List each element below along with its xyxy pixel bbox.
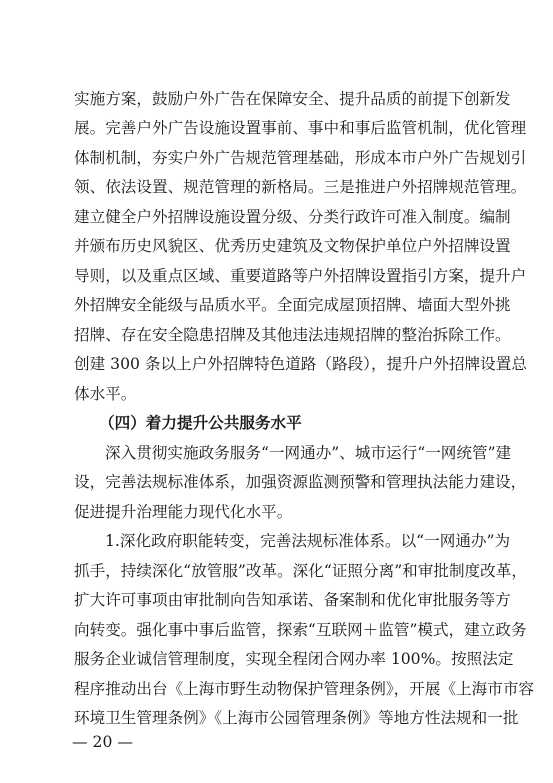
body-text-line: 建立健全户外招牌设施设置分级、分类行政许可准入制度。编制 xyxy=(74,208,511,226)
body-text-line: 体制机制，夯实户外广告规范管理基础，形成本市户外广告规划引 xyxy=(74,149,527,167)
body-text-line: 并颁布历史风貌区、优秀历史建筑及文物保护单位户外招牌设置 xyxy=(74,237,511,255)
body-text-line: 体水平。 xyxy=(74,385,137,403)
body-text-line: 创建 300 条以上户外招牌特色道路（路段），提升户外招牌设置总 xyxy=(74,355,527,373)
body-text-line: 服务企业诚信管理制度，实现全程闭合网办率 100%。按照法定 xyxy=(74,650,514,668)
body-text-line: 抓手，持续深化“放管服”改革。深化“证照分离”和审批制度改革， xyxy=(74,562,527,580)
page-number: — 20 — xyxy=(72,733,133,751)
body-text-line: 深入贯彻实施政务服务“一网通办”、城市运行“一网统管”建 xyxy=(105,444,512,462)
body-text-line: 向转变。强化事中事后监管，探索“互联网＋监管”模式，建立政务 xyxy=(74,621,527,639)
body-text-line: 促进提升治理能力现代化水平。 xyxy=(74,503,293,521)
body-text-line: 外招牌安全能级与品质水平。全面完成屋顶招牌、墙面大型外挑 xyxy=(74,296,511,314)
body-text-line: 环境卫生管理条例》《上海市公园管理条例》等地方性法规和一批 xyxy=(74,709,519,727)
body-text-line: 程序推动出台《上海市野生动物保护管理条例》，开展《上海市市容 xyxy=(74,680,535,698)
body-text-line: 展。完善户外广告设施设置事前、事中和事后监管机制，优化管理 xyxy=(74,119,527,137)
body-text-line: 扩大许可事项由审批制向告知承诺、备案制和优化审批服务等方 xyxy=(74,591,511,609)
body-text-line: 实施方案，鼓励户外广告在保障安全、提升品质的前提下创新发 xyxy=(74,90,511,108)
body-text-line: 导则，以及重点区域、重要道路等户外招牌设置指引方案，提升户 xyxy=(74,267,527,285)
body-text-line: 招牌、存在安全隐患招牌及其他违法违规招牌的整治拆除工作。 xyxy=(74,326,511,344)
body-text-line: 设，完善法规标准体系，加强资源监测预警和管理执法能力建设， xyxy=(74,473,527,491)
section-heading: （四）着力提升公共服务水平 xyxy=(99,414,302,432)
body-text-line: 1.深化政府职能转变，完善法规标准体系。以“一网通办”为 xyxy=(105,532,511,550)
body-text-line: 领、依法设置、规范管理的新格局。三是推进户外招牌规范管理。 xyxy=(74,178,527,196)
